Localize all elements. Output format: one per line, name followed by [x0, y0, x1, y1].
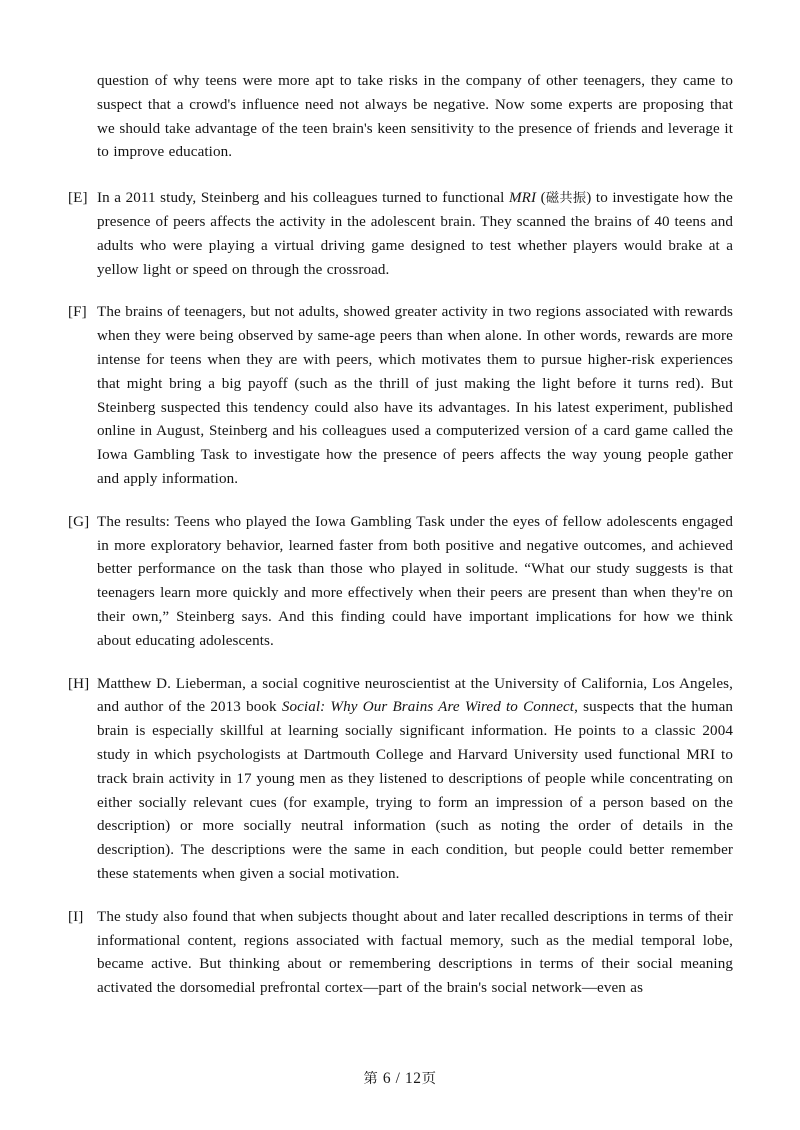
paragraph-text-e	[97, 187, 733, 282]
segment-text: (	[536, 190, 546, 207]
paragraph-text-h	[97, 673, 733, 887]
paragraph-text-g: The results: Teens who played the Iowa Gambling Task under the eyes of fellow adolescents engaged in more exploratory behavior, learned faster from both positive and negative outcomes, and achieved better performance on the task than those who played in solitude. “What our study suggests is that teenagers learn more quickly and more effectively when their peers are present than when they're on their own,” Steinberg says. And this finding could have important implications for how we think about educating adolescents.	[97, 513, 733, 649]
italic-term-mri: MRI	[509, 190, 537, 207]
paragraph-marker-e: [E]	[68, 190, 88, 207]
paragraph-marker-h: [H]	[68, 675, 90, 692]
page-footer	[0, 1068, 800, 1090]
paragraph-e	[68, 187, 733, 282]
italic-book-title: Social: Why Our Brains Are Wired to Connect	[281, 699, 575, 716]
page-body-text	[68, 70, 733, 1001]
paragraph-text-f: The brains of teenagers, but not adults, showed greater activity in two regions associated with rewards when they were being observed by same-age peers than when alone. In other words, rewards are more intense for teens when they are with peers, which motivates them to pursue higher-risk experiences that might bring a big payoff (such as the thrill of just making the light before it turns red). But Steinberg suspected this tendency could also have its advantages. In his latest experiment, published online in August, Steinberg and his colleagues used a computerized version of a card game called the Iowa Gambling Task to investigate how the presence of peers affects the way young people gather and apply information.	[97, 304, 733, 487]
footer-separator: /	[395, 1070, 401, 1087]
paragraph-text: question of why teens were more apt to take risks in the company of other teenagers, they came to suspect that a crowd's influence need not always be negative. Now some experts are proposing that we should take advantage of the teen brain's keen sensitivity to the presence of friends and leverage it to improve education.	[97, 73, 733, 161]
paragraph-continuation	[68, 70, 733, 165]
paragraph-i	[68, 906, 733, 1001]
segment-text: , suspects that the human brain is especially skillful at learning socially significant information. He points to a classic 2004 study in which psychologists at Dartmouth College and Harvard University used functional MRI to track brain activity in 17 young men as they listened to descriptions of people while concentrating on either socially relevant cues (for example, trying to form an impression of a person based on the description) or more socially neutral information (such as noting the order of details in the description). The descriptions were the same in each condition, but people could better remember these statements when given a social motivation.	[97, 699, 734, 882]
paragraph-g	[68, 511, 733, 654]
chinese-gloss: 磁共振	[545, 191, 587, 207]
paragraph-marker-i: [I]	[68, 908, 84, 925]
paragraph-text-i: The study also found that when subjects thought about and later recalled descriptions in terms of their informational content, regions associated with factual memory, such as the medial temporal lobe, became active. But thinking about or remembering descriptions in terms of their social meaning activated the dorsomedial prefrontal cortex—part of the brain's social network—even as	[97, 908, 733, 997]
paragraph-f	[68, 301, 733, 491]
paragraph-marker-g: [G]	[68, 513, 90, 530]
segment-text: ) to investigate how the presence of peers affects the activity in the adolescent brain. They scanned the brains of 40 teens and adults who were playing a virtual driving game designed to test whether players would brake at a yellow light or speed on through the crossroad.	[97, 190, 733, 278]
footer-current-page: 6	[382, 1070, 392, 1087]
footer-prefix: 第	[363, 1071, 379, 1087]
segment-text: In a 2011 study, Steinberg and his colleagues turned to functional	[97, 190, 509, 207]
footer-suffix: 页	[421, 1071, 437, 1087]
paragraph-marker-f: [F]	[68, 304, 87, 321]
footer-total-pages: 12	[404, 1070, 422, 1087]
paragraph-h	[68, 673, 733, 887]
segment-text: Matthew D. Lieberman, a social cognitive neuroscientist at the University of California, Los Angeles, and author of the 2013 book	[97, 675, 733, 716]
